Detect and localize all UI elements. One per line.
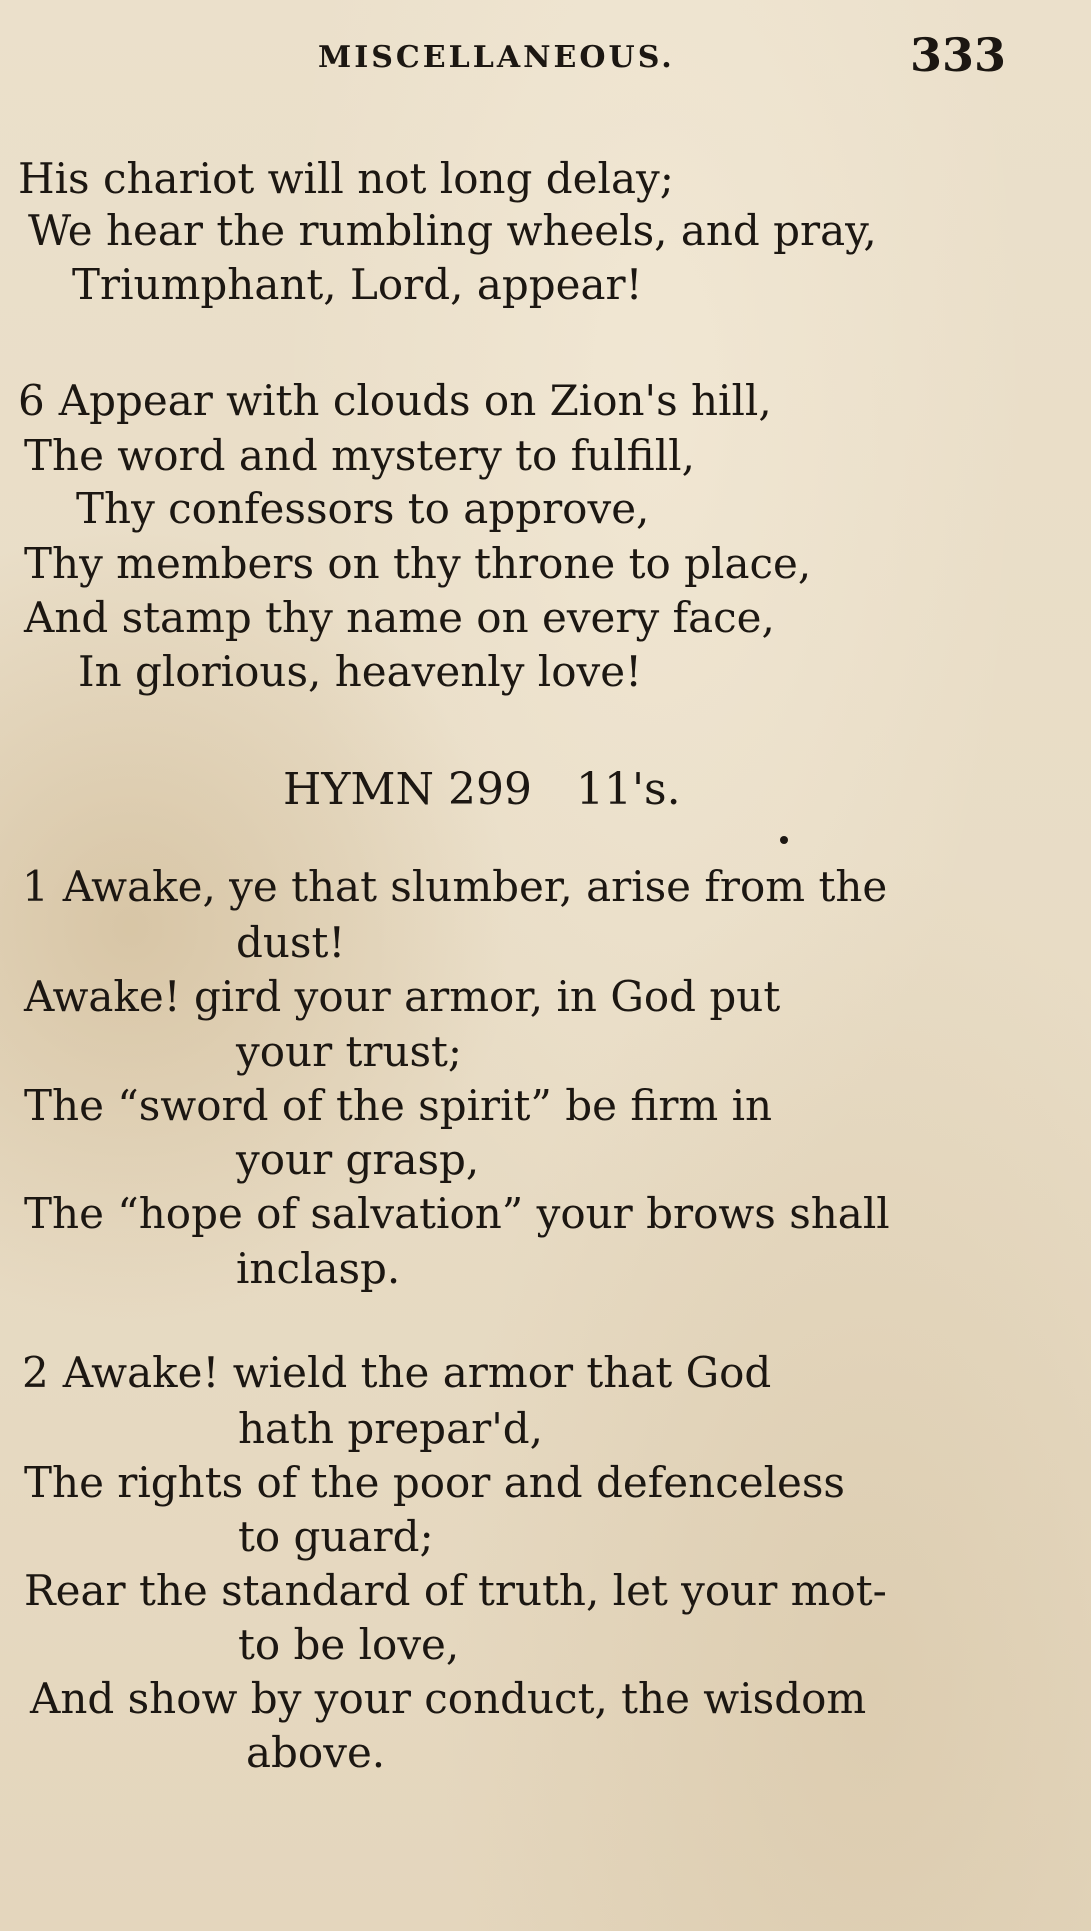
hymn-title [283, 764, 681, 815]
verse-line: The “sword of the spirit” be firm in [24, 1081, 773, 1130]
page-number: 333 [910, 28, 1007, 82]
verse-line: Rear the standard of truth, let your mot- [24, 1566, 887, 1615]
verse-line: to guard; [238, 1512, 434, 1561]
verse-line: Thy confessors to approve, [76, 484, 650, 533]
verse-text: Awake! wield the armor that God [62, 1348, 772, 1397]
verse-line: And show by your conduct, the wisdom [30, 1674, 867, 1723]
verse-line: In glorious, heavenly love! [78, 647, 642, 696]
verse-line [18, 376, 772, 425]
verse-line: The word and mystery to fulfill, [24, 431, 695, 480]
verse-line: inclasp. [236, 1244, 401, 1293]
verse-line: hath prepar'd, [238, 1404, 543, 1453]
stanza-number: 1 [22, 862, 49, 911]
stanza-number: 2 [22, 1348, 49, 1397]
verse-text: Awake, ye that slumber, arise from the [62, 862, 888, 911]
verse-line: Thy members on thy throne to place, [24, 539, 812, 588]
verse-line: The rights of the poor and defenceless [24, 1458, 845, 1507]
verse-line: Awake! gird your armor, in God put [24, 972, 781, 1021]
verse-line: to be love, [238, 1620, 460, 1669]
verse-line: The “hope of salvation” your brows shall [24, 1189, 890, 1238]
verse-line: your trust; [236, 1027, 463, 1076]
verse-line: His chariot will not long delay; [18, 154, 674, 203]
verse-line: your grasp, [236, 1135, 480, 1184]
verse-line: Triumphant, Lord, appear! [72, 260, 643, 309]
verse-line: We hear the rumbling wheels, and pray, [28, 206, 877, 255]
stanza-number: 6 [18, 376, 45, 425]
verse-line: dust! [236, 918, 346, 967]
verse-line [22, 1348, 772, 1397]
verse-line [22, 862, 888, 911]
hymn-number: HYMN 299 [283, 764, 532, 815]
hymn-meter: 11's. [575, 764, 681, 815]
running-head: MISCELLANEOUS. [318, 40, 675, 75]
verse-line: And stamp thy name on every face, [24, 593, 775, 642]
verse-text: Appear with clouds on Zion's hill, [58, 376, 772, 425]
verse-line: above. [246, 1728, 386, 1777]
ink-dot [780, 836, 788, 844]
